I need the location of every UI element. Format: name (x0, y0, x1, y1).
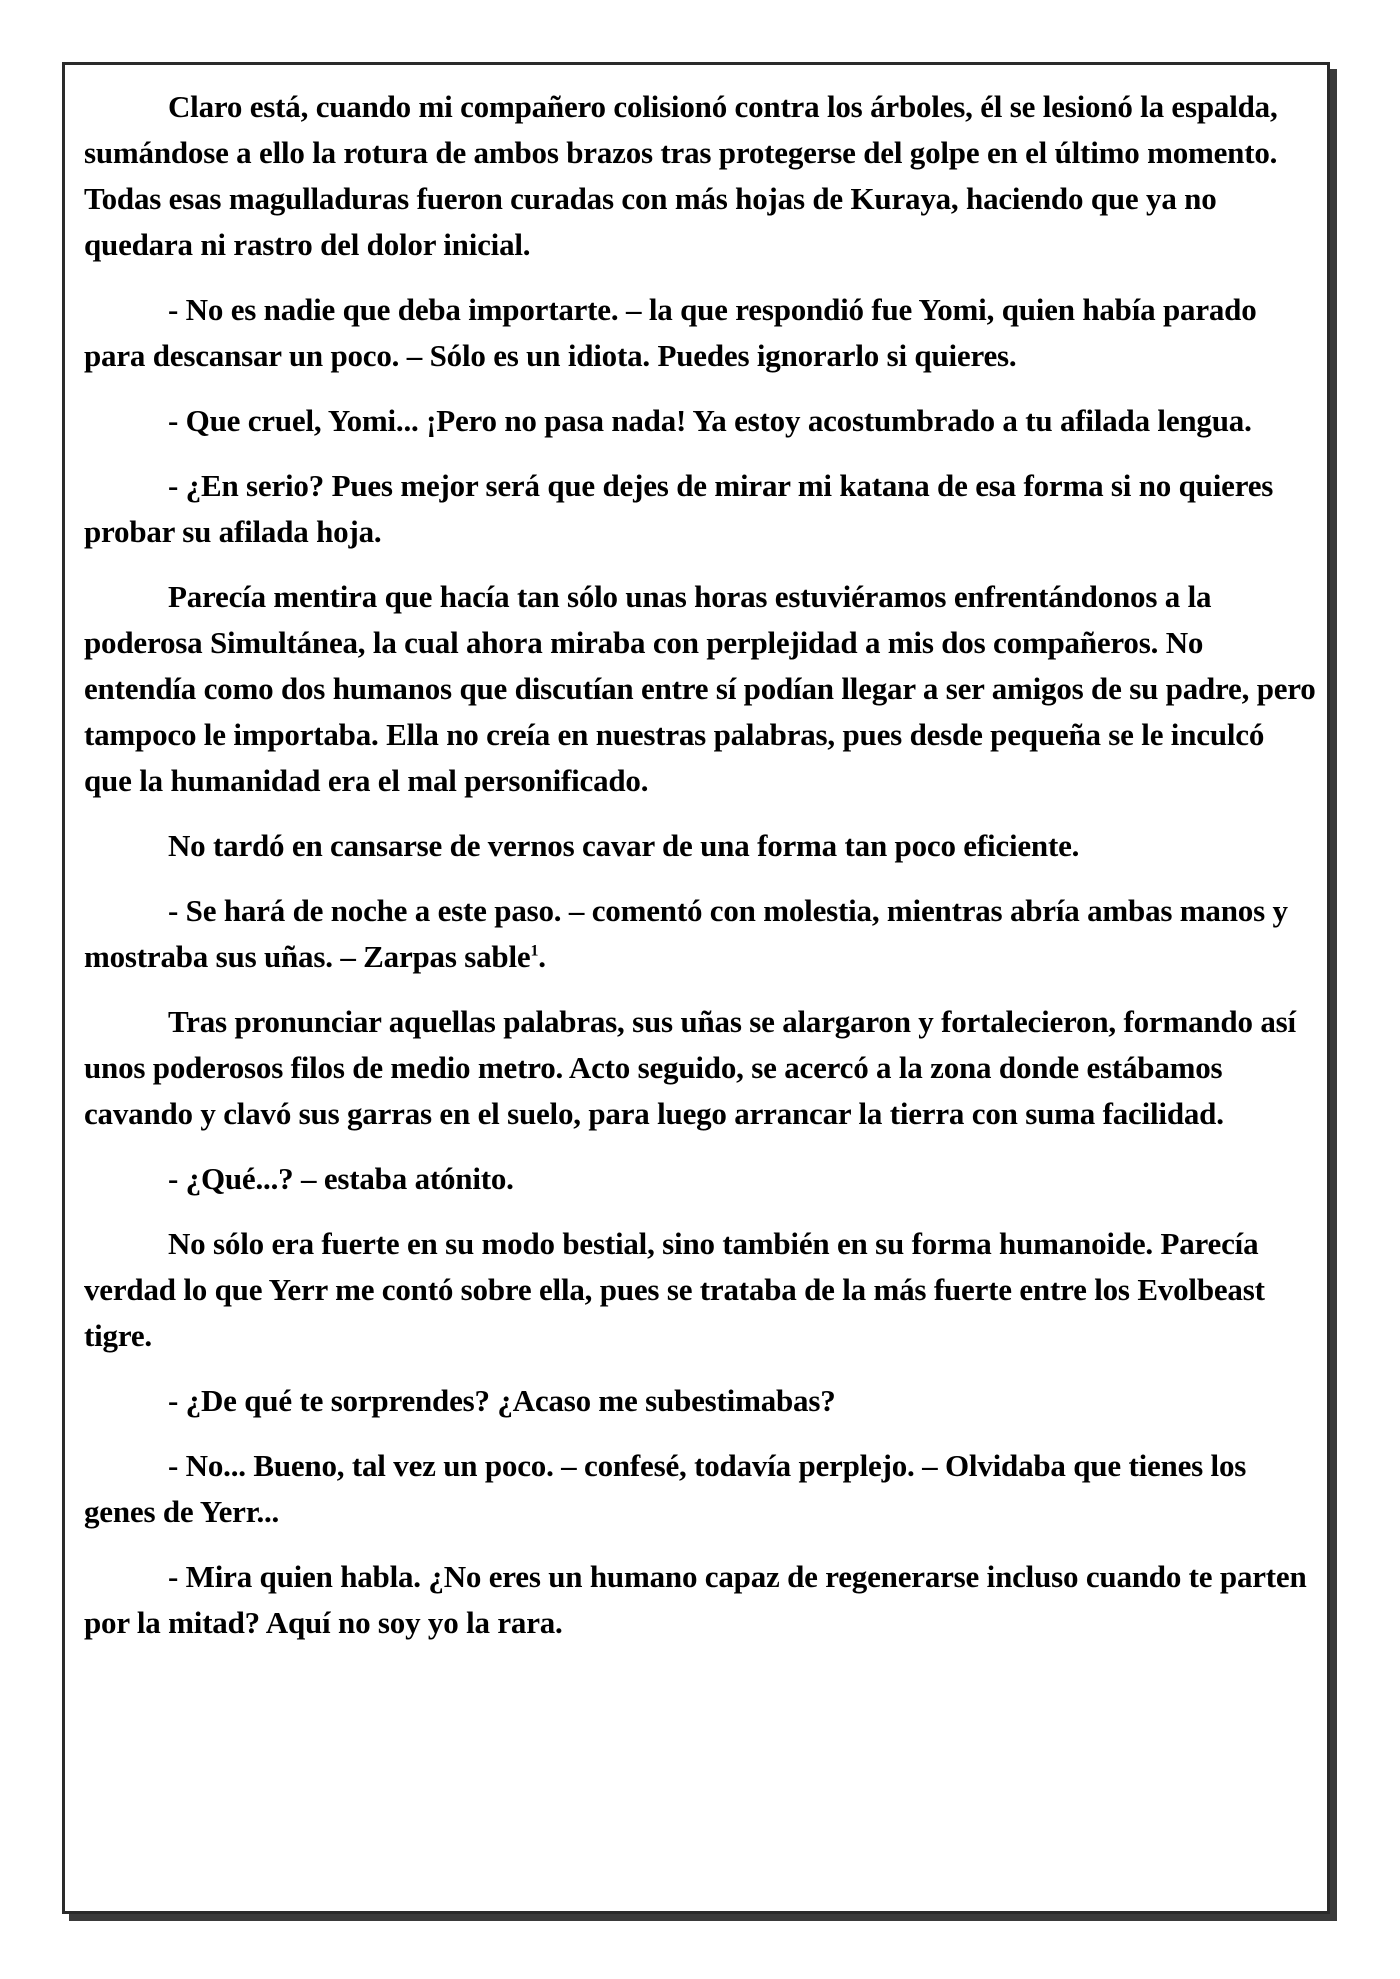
paragraph-13: - Mira quien habla. ¿No eres un humano capaz de regenerarse incluso cuando te parten por la mitad? Aquí no soy yo la rara. (84, 1559, 1307, 1640)
paragraph-1: Claro está, cuando mi compañero colisionó contra los árboles, él se lesionó la espalda, sumándose a ello la rotura de ambos brazos tras protegerse del golpe en el último momento. Todas esas magulladuras fueron curadas con más hojas de Kuraya, haciendo que ya no quedara ni rastro del dolor inicial. (84, 89, 1278, 262)
paragraph-7-text: - Se hará de noche a este paso. – comentó con molestia, mientras abría ambas manos y mostraba sus uñas. – Zarpas sable (84, 893, 1288, 974)
footnote-reference[interactable]: 1 (530, 942, 539, 960)
paragraph-7-end: . (538, 939, 546, 974)
paragraph-11: - ¿De qué te sorprendes? ¿Acaso me subestimabas? (168, 1383, 836, 1418)
document-body (84, 84, 1316, 1665)
paragraph-4: - ¿En serio? Pues mejor será que dejes de mirar mi katana de esa forma si no quieres probar su afilada hoja. (84, 468, 1274, 549)
paragraph-5: Parecía mentira que hacía tan sólo unas horas estuviéramos enfrentándonos a la poderosa Simultánea, la cual ahora miraba con perplejidad a mis dos compañeros. No entendía como dos humanos que discutían entre sí podían llegar a ser amigos de su padre, pero tampoco le importaba. Ella no creía en nuestras palabras, pues desde pequeña se le inculcó que la humanidad era el mal personificado. (84, 579, 1316, 798)
paragraph-2: - No es nadie que deba importarte. – la que respondió fue Yomi, quien había parado para descansar un poco. – Sólo es un idiota. Puedes ignorarlo si quieres. (84, 292, 1257, 373)
paragraph-9: - ¿Qué...? – estaba atónito. (168, 1161, 514, 1196)
paragraph-7 (84, 888, 1316, 980)
paragraph-12: - No... Bueno, tal vez un poco. – confesé, todavía perplejo. – Olvidaba que tienes los genes de Yerr... (84, 1448, 1247, 1529)
paragraph-6: No tardó en cansarse de vernos cavar de una forma tan poco eficiente. (168, 828, 1080, 863)
paragraph-10: No sólo era fuerte en su modo bestial, sino también en su forma humanoide. Parecía verdad lo que Yerr me contó sobre ella, pues se trataba de la más fuerte entre los Evolbeast tigre. (84, 1226, 1265, 1353)
paragraph-8: Tras pronunciar aquellas palabras, sus uñas se alargaron y fortalecieron, formando así unos poderosos filos de medio metro. Acto seguido, se acercó a la zona donde estábamos cavando y clavó sus garras en el suelo, para luego arrancar la tierra con suma facilidad. (84, 1004, 1296, 1131)
paragraph-3: - Que cruel, Yomi... ¡Pero no pasa nada! Ya estoy acostumbrado a tu afilada lengua. (168, 403, 1252, 438)
